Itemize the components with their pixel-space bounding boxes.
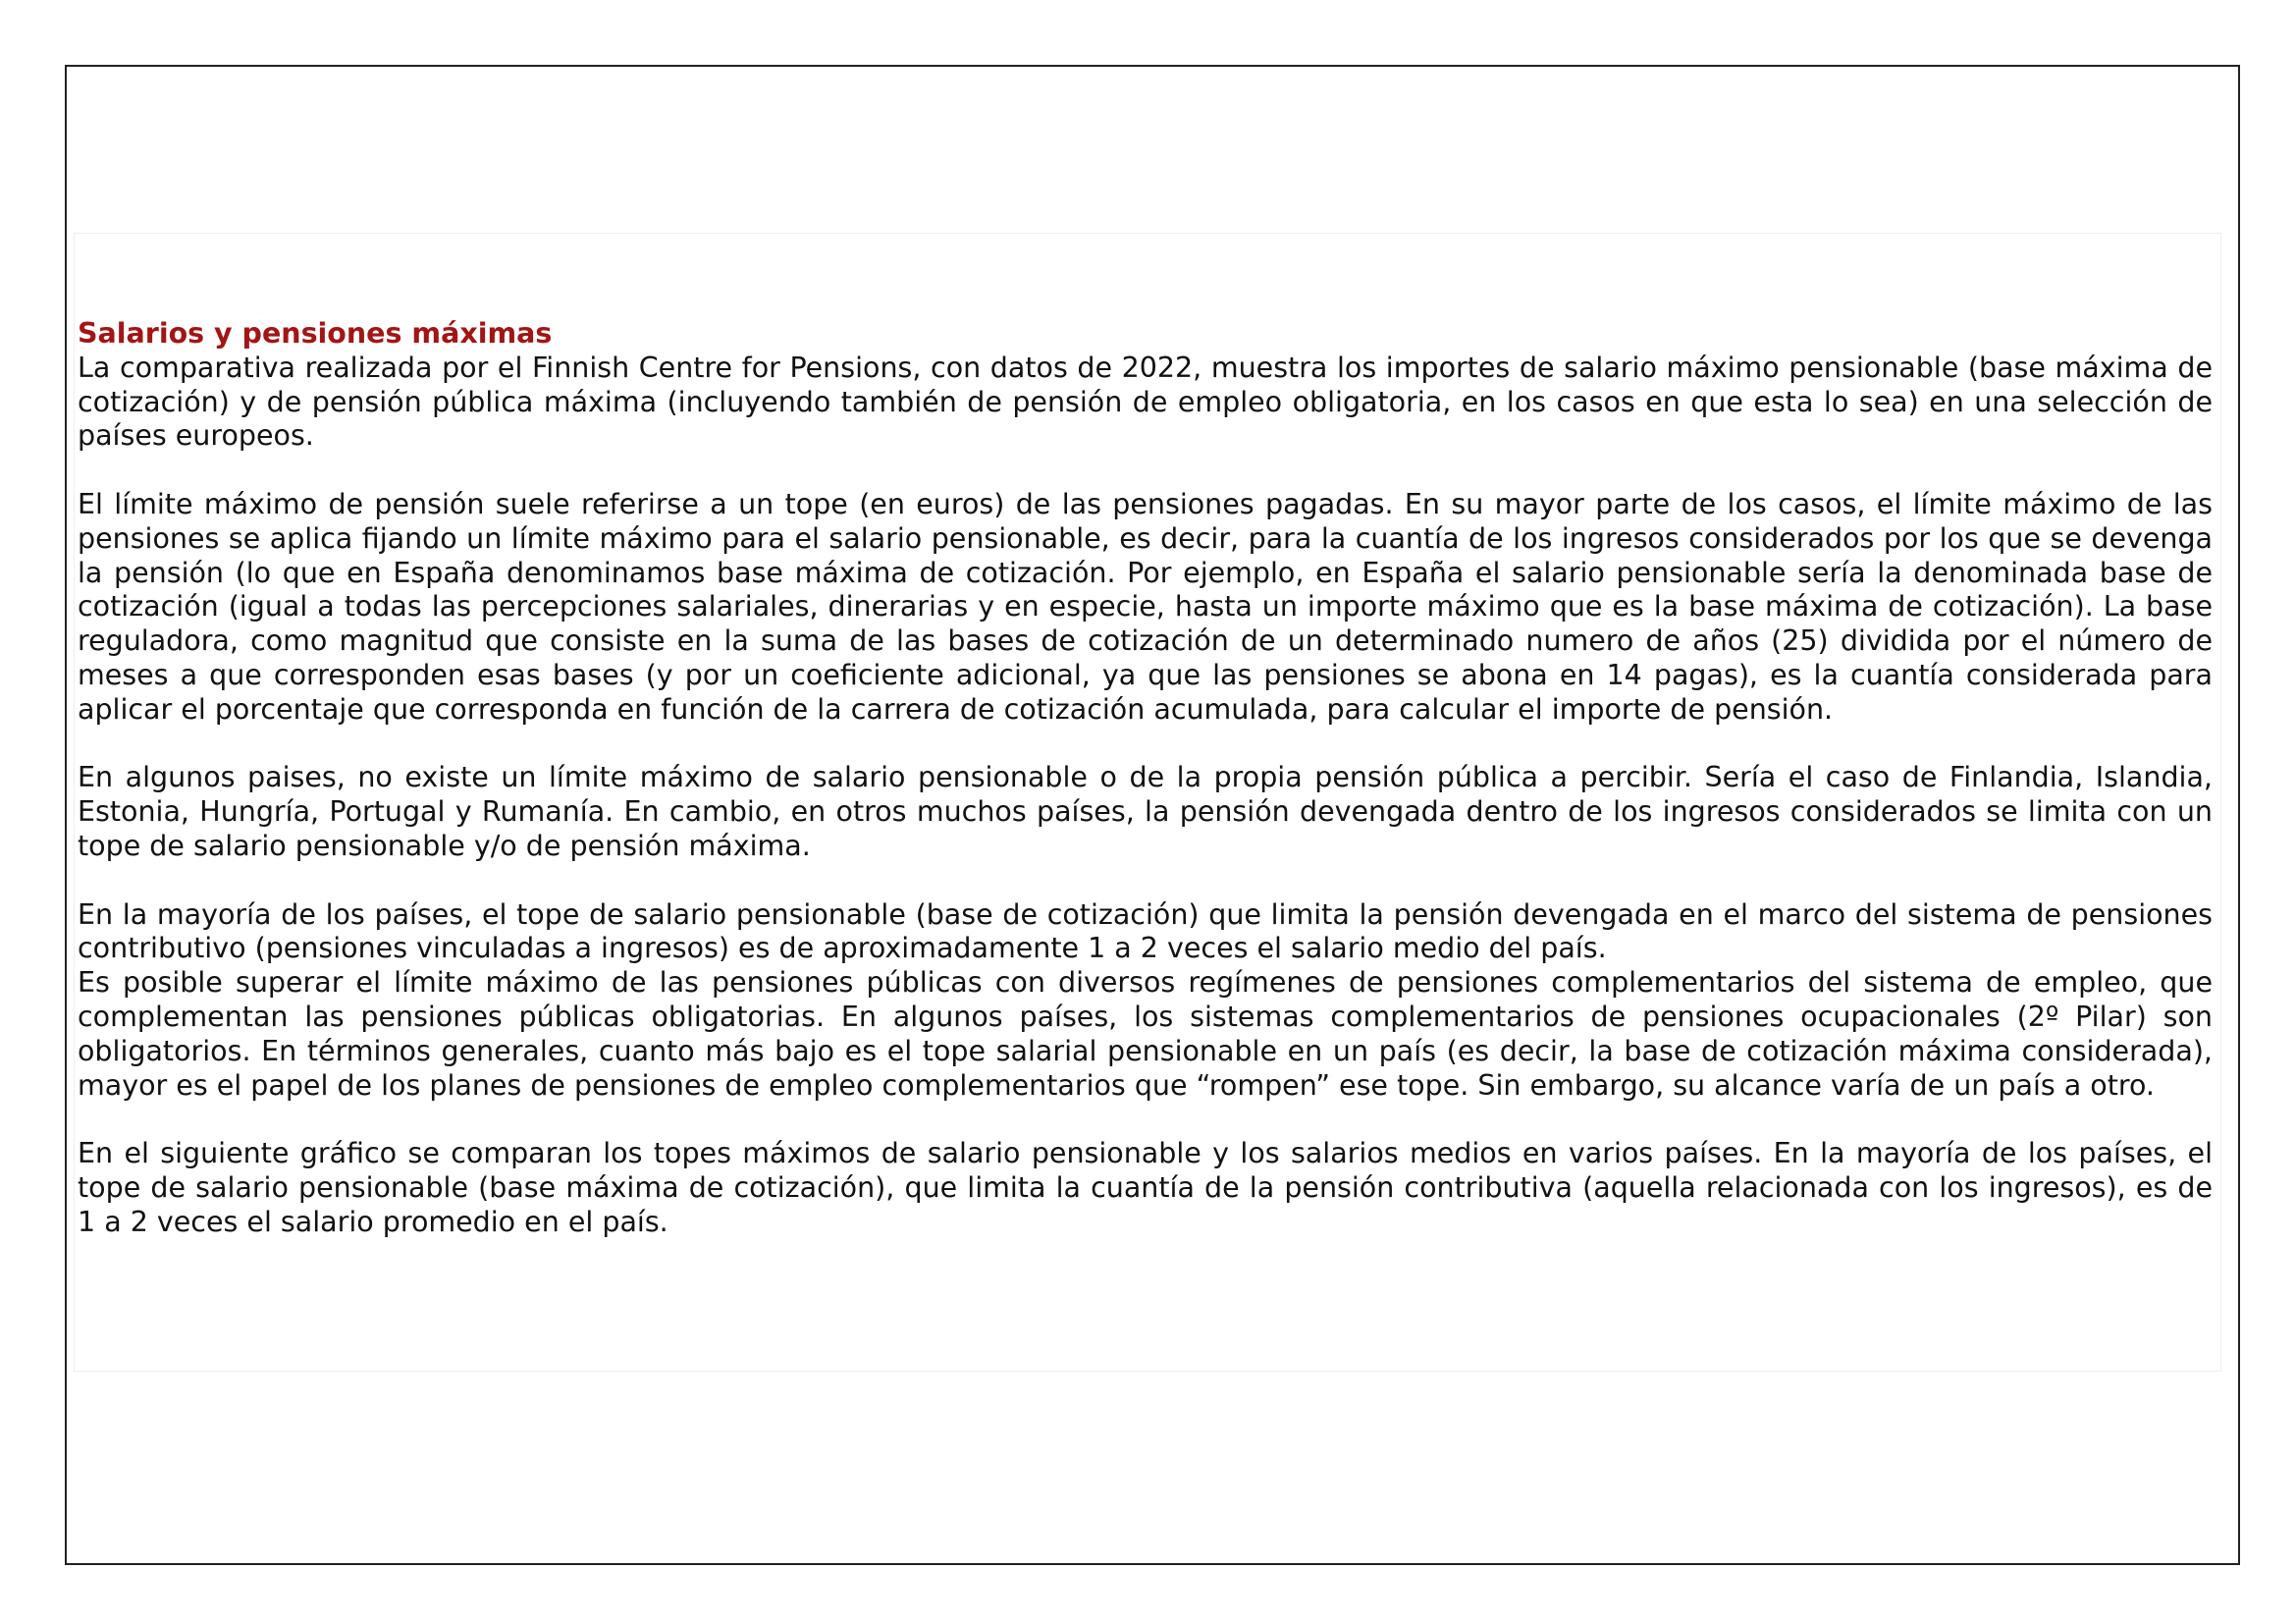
section-title: Salarios y pensiones máximas (78, 317, 553, 350)
paragraph-chart-intro: En el siguiente gráfico se comparan los topes máximos de salario pensionable y los salarios medios en varios países. En la mayoría de los países, el tope de salario pensionable (base máxima de cotización), que limita la cuantía de la pensión contributiva (aquella relacionada con los ingresos), es de 1 a 2 veces el salario promedio en el país. (78, 1137, 2213, 1238)
paragraph-intro: La comparativa realizada por el Finnish Centre for Pensions, con datos de 2022, muestra los importes de salario máximo pensionable (base máxima de cotización) y de pensión pública máxima (incluyendo también de pensión de empleo obligatoria, en los casos en que esta lo sea) en una selección de países europeos. (78, 351, 2213, 453)
paragraph-majority-countries: En la mayoría de los países, el tope de salario pensionable (base de cotización) que limita la pensión devengada en el marco del sistema de pensiones contributivo (pensiones vinculadas a ingresos) es de aproximadamente 1 a 2 veces el salario medio del país. (78, 897, 2213, 965)
paragraph-countries-no-limit: En algunos paises, no existe un límite máximo de salario pensionable o de la propia pensión pública a percibir. Sería el caso de Finlandia, Islandia, Estonia, Hungría, Portugal y Rumanía. En cambio, en otros muchos países, la pensión devengada dentro de los ingresos considerados se limita con un tope de salario pensionable y/o de pensión máxima. (78, 761, 2213, 862)
paragraph-complementary-schemes: Es posible superar el límite máximo de las pensiones públicas con diversos regímenes de pensiones complementarios del sistema de empleo, que complementan las pensiones públicas obligatorias. En algunos países, los sistemas complementarios de pensiones ocupacionales (2º Pilar) son obligatorios. En términos generales, cuanto más bajo es el tope salarial pensionable en un país (es decir, la base de cotización máxima considerada), mayor es el papel de los planes de pensiones de empleo complementarios que “rompen” ese tope. Sin embargo, su alcance varía de un país a otro. (78, 966, 2213, 1102)
document-body (78, 317, 2213, 1240)
paragraph-pension-limit: El límite máximo de pensión suele referirse a un tope (en euros) de las pensiones pagadas. En su mayor parte de los casos, el límite máximo de las pensiones se aplica fijando un límite máximo para el salario pensionable, es decir, para la cuantía de los ingresos considerados por los que se devenga la pensión (lo que en España denominamos base máxima de cotización. Por ejemplo, en España el salario pensionable sería la denominada base de cotización (igual a todas las percepciones salariales, dinerarias y en especie, hasta un importe máximo que es la base máxima de cotización). La base reguladora, como magnitud que consiste en la suma de las bases de cotización de un determinado numero de años (25) dividida por el número de meses a que corresponden esas bases (y por un coeficiente adicional, ya que las pensiones se abona en 14 pagas), es la cuantía considerada para aplicar el porcentaje que corresponda en función de la carrera de cotización acumulada, para calcular el importe de pensión. (78, 487, 2213, 726)
